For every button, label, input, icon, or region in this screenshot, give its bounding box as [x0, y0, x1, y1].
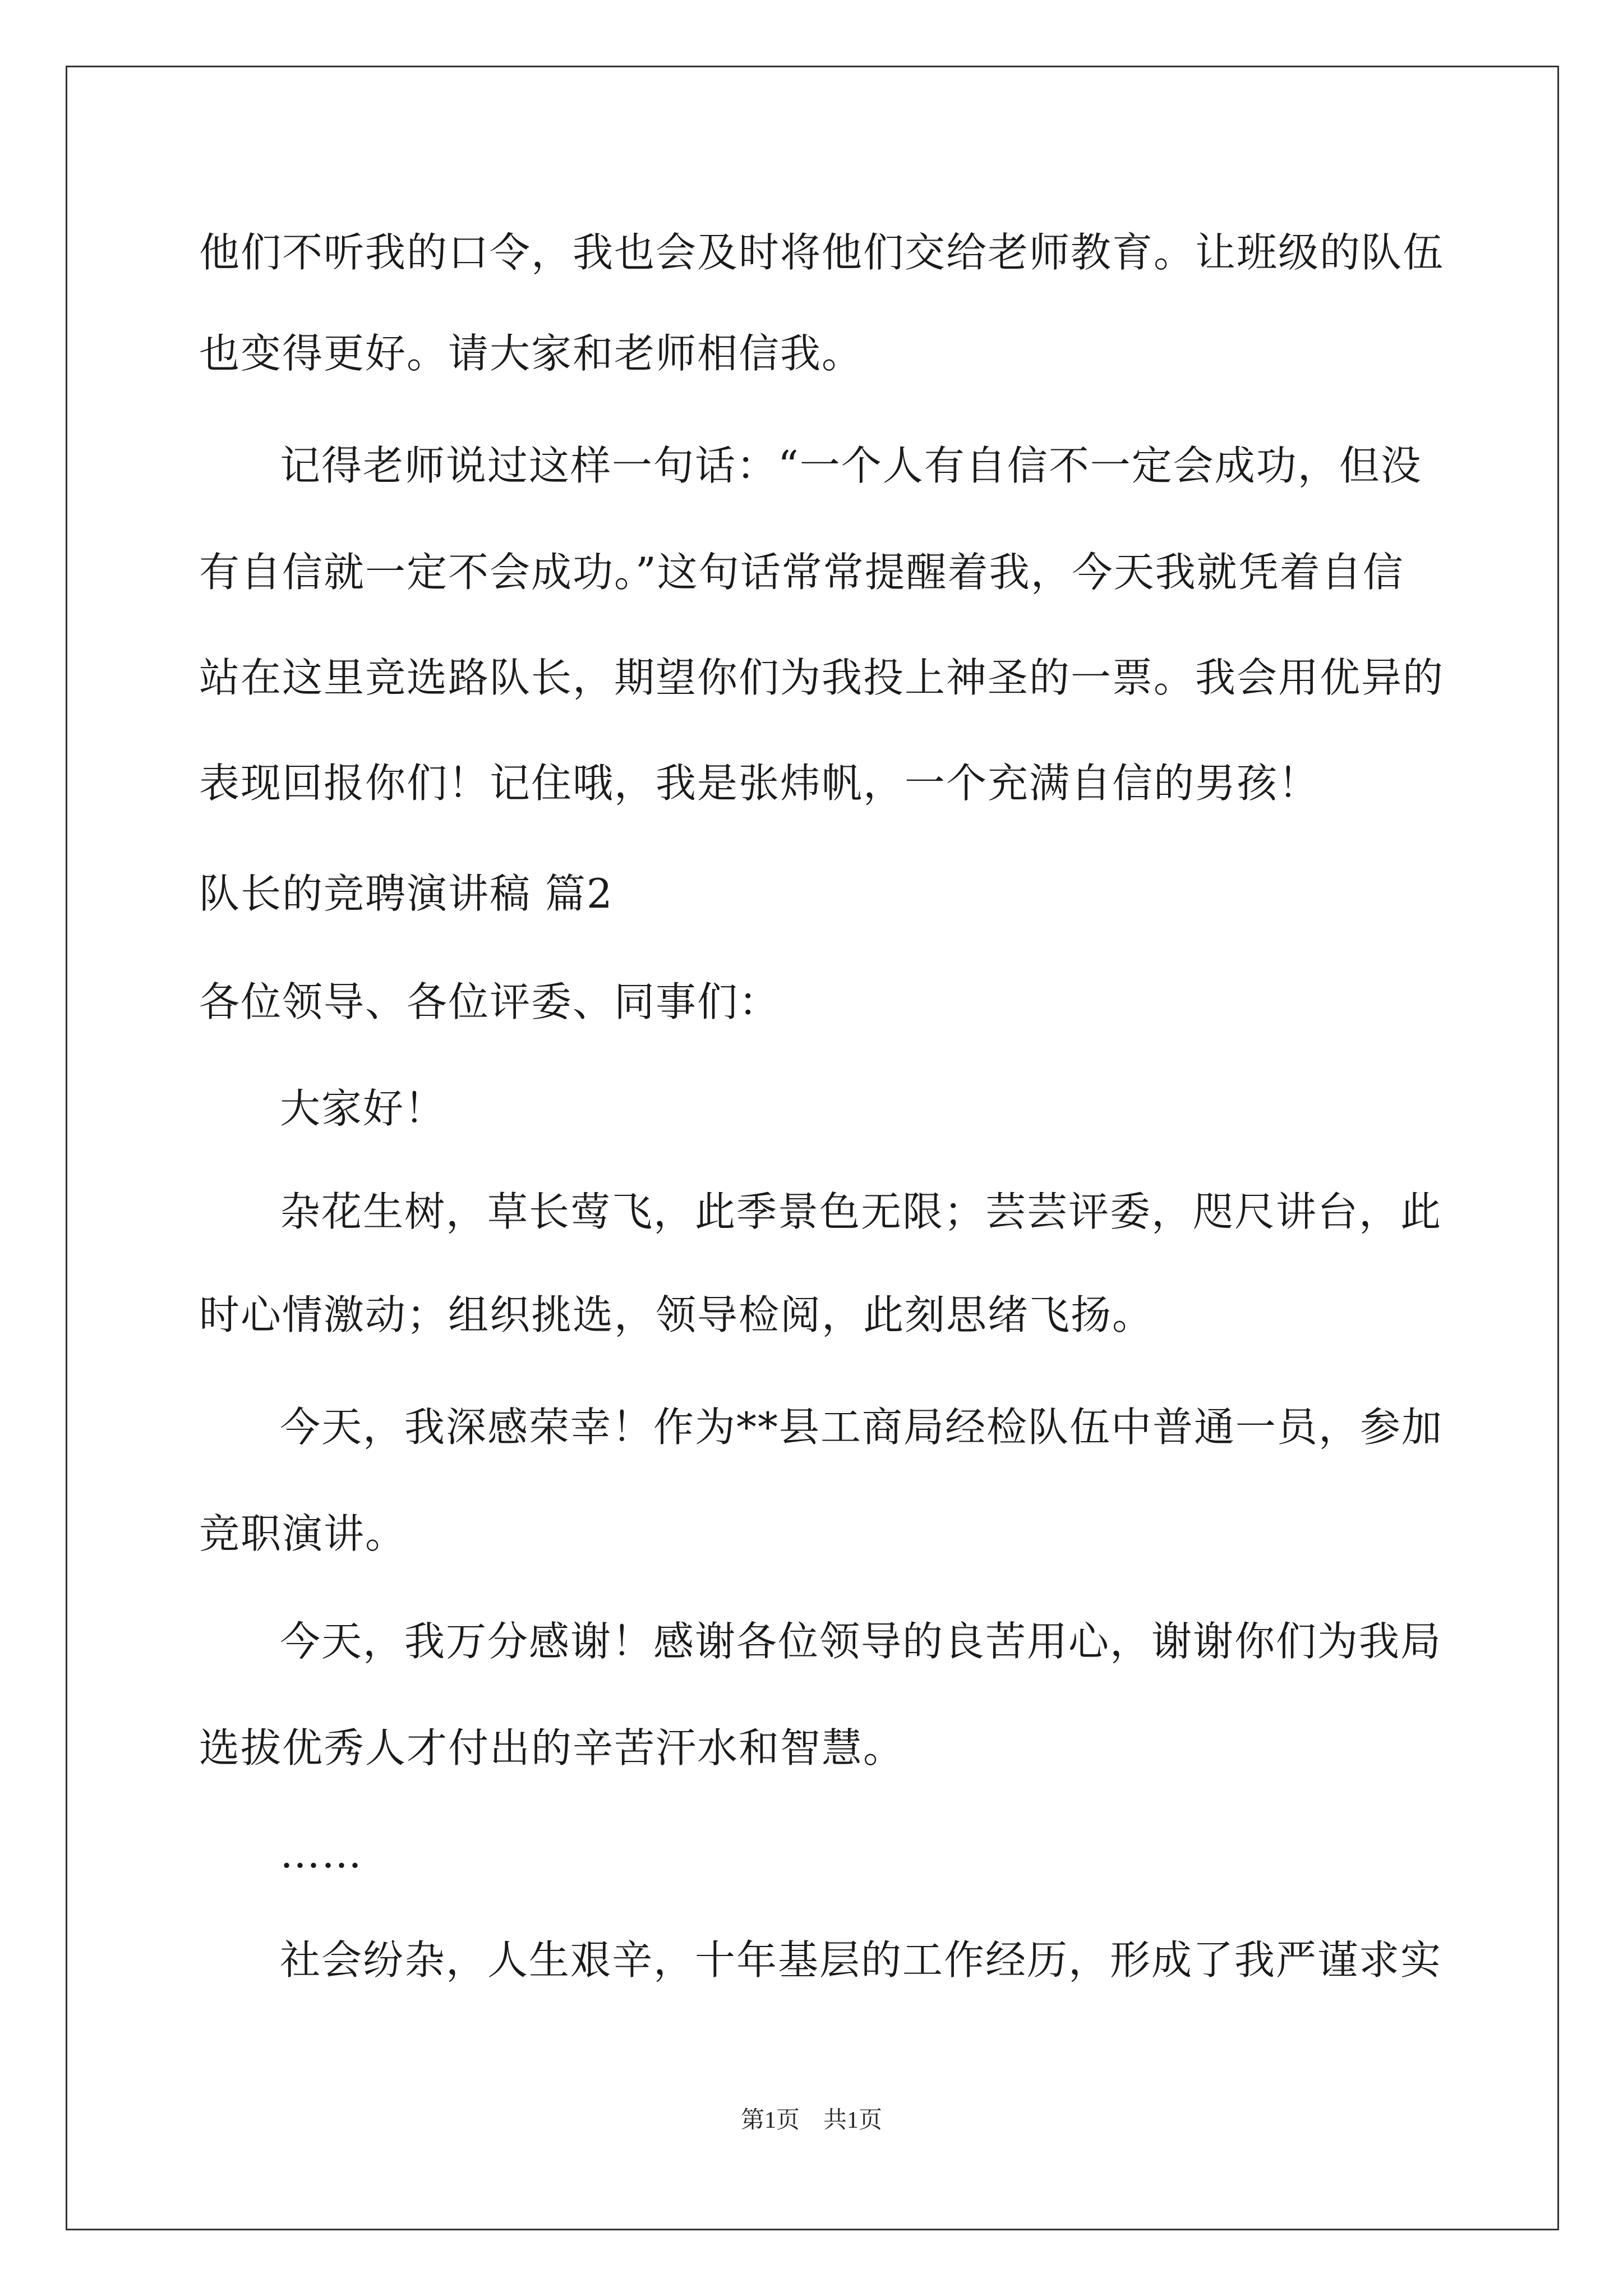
- paragraph-line: 今天，我万分感谢！感谢各位领导的良苦用心，谢谢你们为我局: [280, 1618, 1442, 1665]
- paragraph-line: 社会纷杂，人生艰辛，十年基层的工作经历，形成了我严谨求实: [280, 1936, 1442, 1984]
- paragraph-line: 也变得更好。请大家和老师相信我。: [199, 330, 864, 377]
- ellipsis-line: ……: [280, 1830, 363, 1877]
- paragraph-line: 记得老师说过这样一句话：“一个人有自信不一定会成功，但没: [280, 442, 1422, 489]
- paragraph-line: 竞职演讲。: [199, 1510, 407, 1557]
- greeting: 大家好！: [280, 1085, 446, 1132]
- paragraph-line: 今天，我深感荣幸！作为**县工商局经检队伍中普通一员，参加: [280, 1404, 1444, 1451]
- page-footer: 第1页 共1页: [740, 2108, 882, 2133]
- paragraph-line: 站在这里竞选路队长，期望你们为我投上神圣的一票。我会用优异的: [199, 654, 1445, 701]
- section-heading: 队长的竞聘演讲稿 篇2: [199, 870, 614, 917]
- paragraph-line: 表现回报你们！记住哦，我是张炜帆，一个充满自信的男孩！: [199, 760, 1320, 807]
- paragraph-line: 有自信就一定不会成功。”这句话常常提醒着我，今天我就凭着自信: [199, 549, 1404, 596]
- paragraph-line: 他们不听我的口令，我也会及时将他们交给老师教育。让班级的队伍: [199, 229, 1445, 276]
- paragraph-line: 杂花生树，草长莺飞，此季景色无限；芸芸评委，咫尺讲台，此: [280, 1188, 1442, 1235]
- page-border: [66, 66, 1559, 2230]
- paragraph-line: 时心情激动；组织挑选，领导检阅，此刻思绪飞扬。: [199, 1291, 1154, 1338]
- paragraph-line: 选拔优秀人才付出的辛苦汗水和智慧。: [199, 1724, 905, 1772]
- salutation: 各位领导、各位评委、同事们：: [199, 978, 781, 1025]
